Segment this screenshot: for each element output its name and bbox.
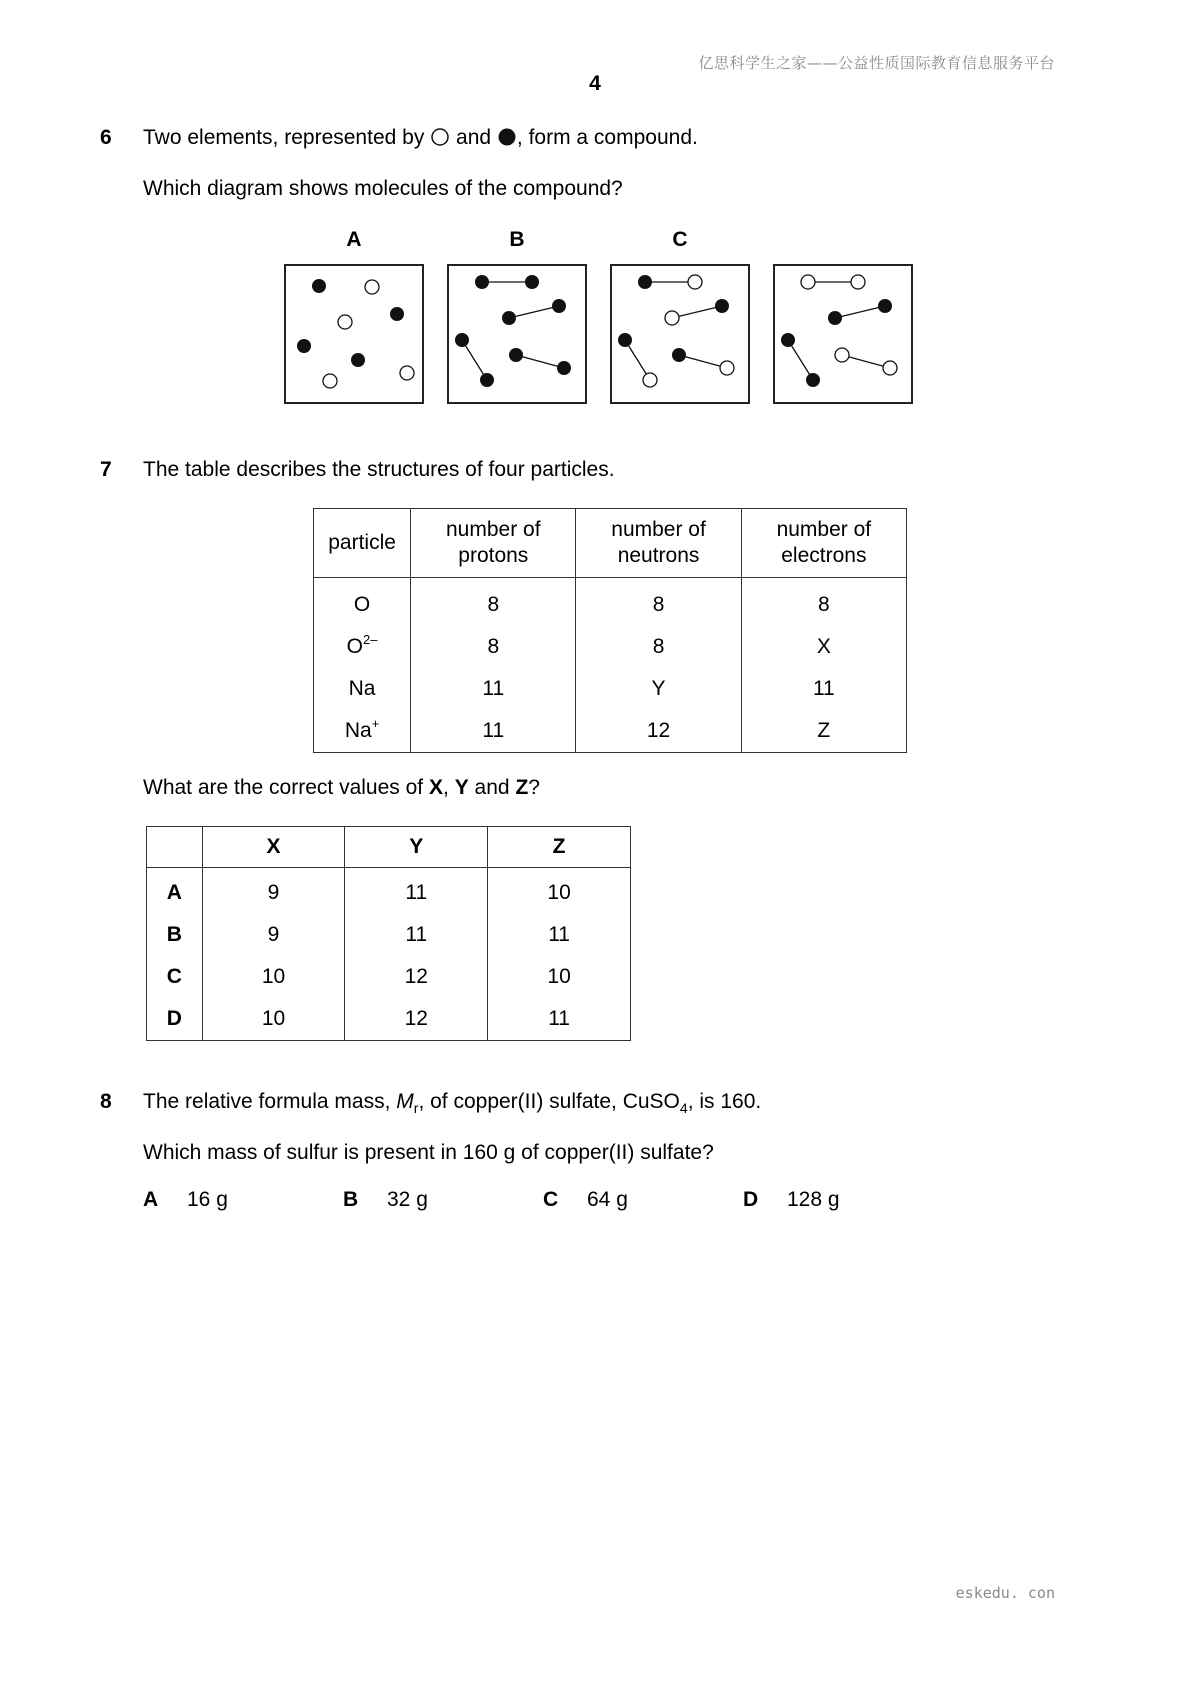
neutrons-cell: 12 <box>576 710 741 753</box>
y-value: 11 <box>345 914 488 956</box>
z-value: 11 <box>488 914 631 956</box>
header-y: Y <box>345 827 488 868</box>
question-7-text: The table describes the structures of four particles. <box>143 458 615 481</box>
diagram-d-molecules <box>775 266 911 402</box>
option-d[interactable]: D 128 g <box>743 1188 840 1211</box>
option-letter: B <box>147 914 203 956</box>
header-particle: particle <box>314 509 411 578</box>
header-z: Z <box>488 827 631 868</box>
electrons-cell: X <box>741 626 906 668</box>
table-row <box>314 626 907 668</box>
z-value: 10 <box>488 868 631 915</box>
header-neutrons: number of neutrons <box>576 509 741 578</box>
answer-options-table <box>146 826 631 1041</box>
protons-cell: 11 <box>411 710 576 753</box>
question-6-prompt: Which diagram shows molecules of the compound? <box>143 177 623 200</box>
x-value: 9 <box>202 914 345 956</box>
header-x: X <box>202 827 345 868</box>
table-row <box>314 710 907 753</box>
question-7-number: 7 <box>100 458 112 481</box>
particles-table <box>313 508 907 753</box>
q6-text-after: , form a compound. <box>516 126 698 149</box>
empty-circle-icon <box>430 127 450 147</box>
protons-cell: 8 <box>411 626 576 668</box>
diagram-a-atoms <box>286 266 422 402</box>
z-value: 11 <box>488 998 631 1041</box>
electrons-cell: 8 <box>741 578 906 627</box>
x-value: 10 <box>202 956 345 998</box>
option-letter: A <box>147 868 203 915</box>
y-value: 11 <box>345 868 488 915</box>
y-value: 12 <box>345 956 488 998</box>
particle-cell: $O^{2-}$ <box>314 626 411 668</box>
neutrons-cell: 8 <box>576 626 741 668</box>
watermark-header: 亿思科学生之家——公益性质国际教育信息服务平台 <box>698 54 1055 72</box>
particles-table-header <box>314 509 907 578</box>
option-c[interactable]: C 64 g <box>543 1188 628 1211</box>
answer-table-header <box>147 827 631 868</box>
q6-text-before: Two elements, represented by <box>143 126 425 149</box>
diagram-c-molecules <box>612 266 748 402</box>
table-row <box>314 578 907 627</box>
question-8-options <box>143 1188 943 1212</box>
z-value: 10 <box>488 956 631 998</box>
question-8-prompt: Which mass of sulfur is present in 160 g of copper(II) sulfate? <box>143 1141 714 1164</box>
x-value: 9 <box>202 868 345 915</box>
diagram-label-c: C <box>672 228 688 251</box>
option-a[interactable]: A 16 g <box>143 1188 228 1211</box>
question-6-text <box>143 126 698 150</box>
watermark-footer: eskedu. con <box>955 1584 1055 1602</box>
particle-cell: Na+ <box>314 710 411 753</box>
diagram-b-molecules <box>449 266 585 402</box>
electrons-cell: Z <box>741 710 906 753</box>
option-letter: C <box>147 956 203 998</box>
question-6-number: 6 <box>100 126 112 149</box>
question-8-number: 8 <box>100 1090 112 1113</box>
particle-cell: Na <box>314 668 411 710</box>
neutrons-cell: 8 <box>576 578 741 627</box>
diagram-c <box>610 264 750 404</box>
header-option <box>147 827 203 868</box>
filled-circle-icon <box>497 127 517 147</box>
protons-cell: 11 <box>411 668 576 710</box>
answer-row-b[interactable] <box>147 914 631 956</box>
particle-cell: O <box>314 578 411 627</box>
diagram-label-a: A <box>346 228 362 251</box>
question-7-prompt: What are the correct values of X, Y and Z? <box>143 776 540 799</box>
option-letter: D <box>147 998 203 1041</box>
neutrons-cell: Y <box>576 668 741 710</box>
answer-row-d[interactable] <box>147 998 631 1041</box>
protons-cell: 8 <box>411 578 576 627</box>
diagram-b <box>447 264 587 404</box>
diagram-label-b: B <box>509 228 525 251</box>
header-electrons: number of electrons <box>741 509 906 578</box>
q6-text-and: and <box>456 126 492 149</box>
page-number: 4 <box>589 72 601 95</box>
table-row <box>314 668 907 710</box>
header-protons: number of protons <box>411 509 576 578</box>
x-value: 10 <box>202 998 345 1041</box>
option-b[interactable]: B 32 g <box>343 1188 428 1211</box>
question-8-text: The relative formula mass, $M_r$, of copper(II) sulfate, CuSO$_4$, is 160. <box>143 1090 762 1116</box>
answer-row-c[interactable] <box>147 956 631 998</box>
answer-row-a[interactable] <box>147 868 631 915</box>
y-value: 12 <box>345 998 488 1041</box>
electrons-cell: 11 <box>741 668 906 710</box>
diagram-d <box>773 264 913 404</box>
diagram-a <box>284 264 424 404</box>
